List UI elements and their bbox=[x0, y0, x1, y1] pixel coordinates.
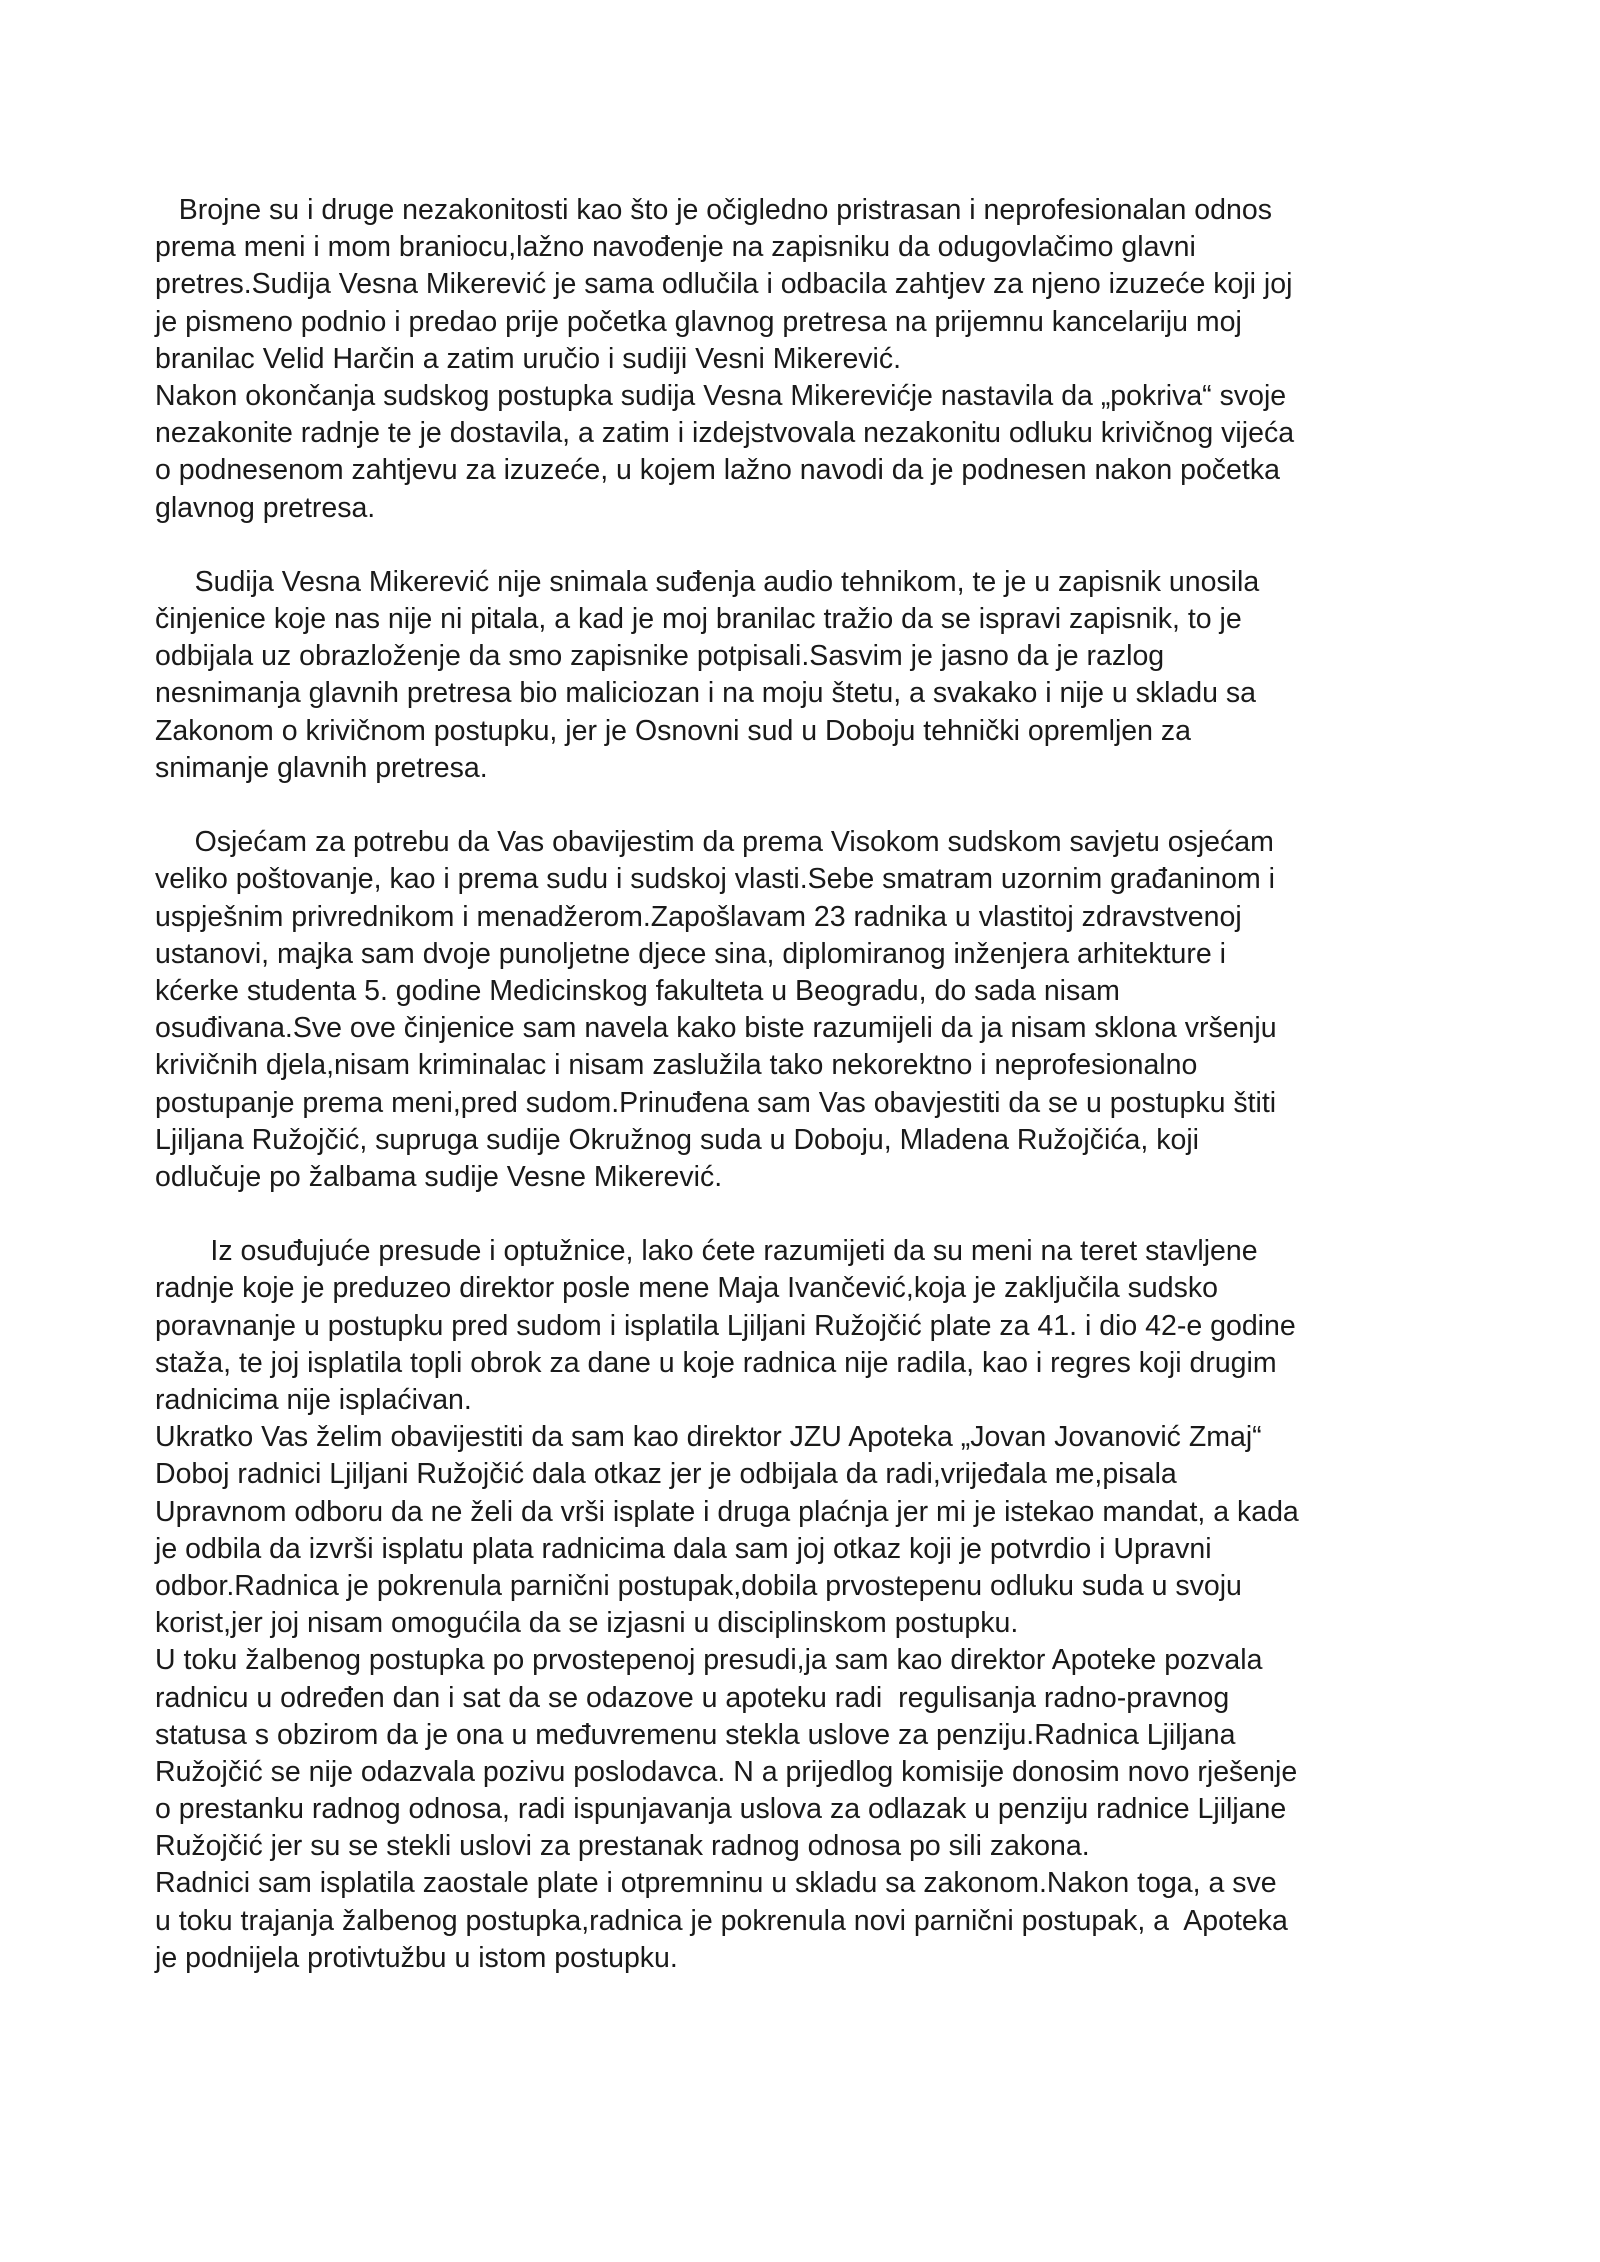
text-line: činjenice koje nas nije ni pitala, a kad je moj branilac tražio da se ispravi zapisnik, to je bbox=[155, 603, 1242, 636]
text-line: branilac Velid Harčin a zatim uručio i sudiji Vesni Mikerević. bbox=[155, 342, 902, 375]
text-line: Upravnom odboru da ne želi da vrši isplate i druga plaćnja jer mi je istekao mandat, a kada bbox=[155, 1495, 1299, 1528]
paragraph-3 bbox=[155, 824, 1455, 1196]
paragraph-gap bbox=[155, 527, 1455, 564]
text-line: Ružojčić se nije odazvala pozivu poslodavca. N a prijedlog komisije donosim novo rješenje bbox=[155, 1755, 1298, 1788]
text-line: Brojne su i druge nezakonitosti kao što je očigledno pristrasan i neprofesionalan odnos bbox=[155, 194, 1272, 226]
text-line: o prestanku radnog odnosa, radi ispunjavanja uslova za odlazak u penziju radnice Ljiljane bbox=[155, 1793, 1287, 1826]
text-line: kćerke studenta 5. godine Medicinskog fakulteta u Beogradu, do sada nisam bbox=[155, 974, 1120, 1007]
text-line: Ružojčić jer su se stekli uslovi za prestanak radnog odnosa po sili zakona. bbox=[155, 1830, 1090, 1863]
document-body bbox=[155, 192, 1455, 1977]
text-line: uspješnim privrednikom i menadžerom.Zapošlavam 23 radnika u vlastitoj zdravstvenoj bbox=[155, 900, 1242, 933]
text-line: nezakonite radnje te je dostavila, a zatim i izdejstvovala nezakonitu odluku krivičnog vijeća bbox=[155, 417, 1295, 450]
text-line: odlučuje po žalbama sudije Vesne Mikerević. bbox=[155, 1160, 723, 1193]
text-line: veliko poštovanje, kao i prema sudu i sudskoj vlasti.Sebe smatram uzornim građaninom i bbox=[155, 863, 1275, 896]
text-line: odbijala uz obrazloženje da smo zapisnike potpisali.Sasvim je jasno da je razlog bbox=[155, 640, 1165, 673]
text-line: glavnog pretresa. bbox=[155, 491, 376, 524]
paragraph-2 bbox=[155, 564, 1455, 787]
text-line: radnicima nije isplaćivan. bbox=[155, 1384, 472, 1416]
paragraph-gap bbox=[155, 787, 1455, 824]
text-line: Nakon okončanja sudskog postupka sudija Vesna Mikerevićje nastavila da „pokriva“ svoje bbox=[155, 379, 1287, 412]
text-line: o podnesenom zahtjevu za izuzeće, u kojem lažno navodi da je podnesen nakon početka bbox=[155, 454, 1280, 487]
text-line: prema meni i mom braniocu,lažno navođenje na zapisniku da odugovlačimo glavni bbox=[155, 231, 1196, 264]
text-line: Iz osuđujuće presude i optužnice, lako ćete razumijeti da su meni na teret stavljene bbox=[155, 1235, 1258, 1268]
text-line: odbor.Radnica je pokrenula parnični postupak,dobila prvostepenu odluku suda u svoju bbox=[155, 1569, 1242, 1602]
text-line: Ukratko Vas želim obavijestiti da sam kao direktor JZU Apoteka „Jovan Jovanović Zmaj“ bbox=[155, 1421, 1262, 1454]
paragraph-4 bbox=[155, 1233, 1455, 1977]
text-line: Ljiljana Ružojčić, supruga sudije Okružnog suda u Doboju, Mladena Ružojčića, koji bbox=[155, 1123, 1199, 1156]
paragraph-1 bbox=[155, 192, 1455, 527]
text-line: Radnici sam isplatila zaostale plate i otpremninu u skladu sa zakonom.Nakon toga, a sve bbox=[155, 1867, 1277, 1900]
text-line: u toku trajanja žalbenog postupka,radnica je pokrenula novi parnični postupak, a Apoteka bbox=[155, 1904, 1288, 1937]
text-line: krivičnih djela,nisam kriminalac i nisam zaslužila tako nekorektno i neprofesionalno bbox=[155, 1049, 1198, 1082]
text-line: je pismeno podnio i predao prije početka glavnog pretresa na prijemnu kancelariju moj bbox=[155, 305, 1242, 338]
text-line: Doboj radnici Ljiljani Ružojčić dala otkaz jer je odbijala da radi,vrijeđala me,pisala bbox=[155, 1458, 1177, 1491]
text-line: statusa s obzirom da je ona u međuvremenu stekla uslove za penziju.Radnica Ljiljana bbox=[155, 1718, 1236, 1751]
text-line: ustanovi, majka sam dvoje punoljetne djece sina, diplomiranog inženjera arhitekture i bbox=[155, 937, 1226, 970]
text-line: radnje koje je preduzeo direktor posle mene Maja Ivančević,koja je zaključila sudsko bbox=[155, 1272, 1218, 1305]
text-line: osuđivana.Sve ove činjenice sam navela kako biste razumijeli da ja nisam sklona vršenju bbox=[155, 1012, 1277, 1045]
paragraph-gap bbox=[155, 1196, 1455, 1233]
text-line: Sudija Vesna Mikerević nije snimala suđenja audio tehnikom, te je u zapisnik unosila bbox=[155, 565, 1260, 598]
text-line: je odbila da izvrši isplatu plata radnicima dala sam joj otkaz koji je potvrdio i Upravni bbox=[155, 1532, 1212, 1565]
text-line: radnicu u određen dan i sat da se odazove u apoteku radi regulisanja radno-pravnog bbox=[155, 1681, 1230, 1714]
text-line: U toku žalbenog postupka po prvostepenoj presudi,ja sam kao direktor Apoteke pozvala bbox=[155, 1644, 1263, 1677]
text-line: je podnijela protivtužbu u istom postupku. bbox=[155, 1941, 678, 1974]
text-line: poravnanje u postupku pred sudom i isplatila Ljiljani Ružojčić plate za 41. i dio 42-e godine bbox=[155, 1309, 1296, 1342]
text-line: staža, te joj isplatila topli obrok za dane u koje radnica nije radila, kao i regres koji drugim bbox=[155, 1346, 1277, 1379]
text-line: nesnimanja glavnih pretresa bio maliciozan i na moju štetu, a svakako i nije u skladu sa bbox=[155, 677, 1257, 710]
text-line: pretres.Sudija Vesna Mikerević je sama odlučila i odbacila zahtjev za njeno izuzeće koji joj bbox=[155, 268, 1293, 301]
text-line: Osjećam za potrebu da Vas obavijestim da prema Visokom sudskom savjetu osjećam bbox=[155, 826, 1274, 859]
text-line: Zakonom o krivičnom postupku, jer je Osnovni sud u Doboju tehnički opremljen za bbox=[155, 714, 1192, 747]
text-line: postupanje prema meni,pred sudom.Prinuđena sam Vas obavjestiti da se u postupku štiti bbox=[155, 1086, 1277, 1119]
text-line: snimanje glavnih pretresa. bbox=[155, 751, 488, 784]
text-line: korist,jer joj nisam omogućila da se izjasni u disciplinskom postupku. bbox=[155, 1607, 1019, 1640]
